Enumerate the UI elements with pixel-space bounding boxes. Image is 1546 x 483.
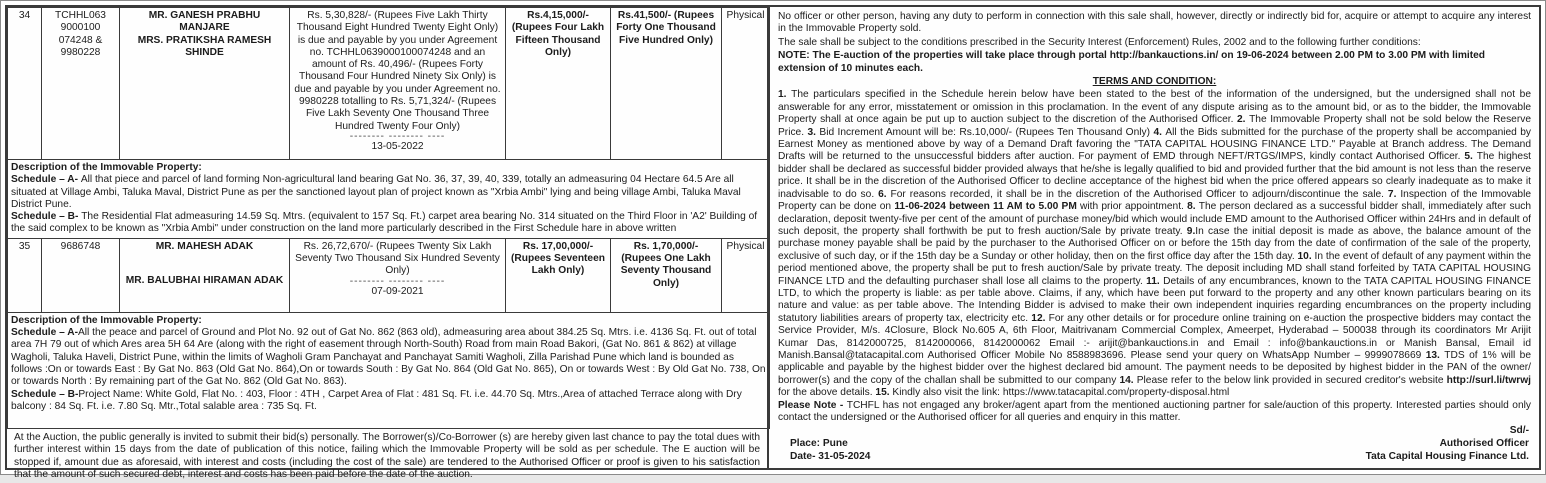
demand-amount-cell — [290, 238, 506, 312]
property-description-cell — [8, 160, 770, 239]
dash-separator: -------- -------- ---- — [349, 275, 446, 287]
demand-text: Rs. 5,30,828/- (Rupees Five Lakh Thirty Thousand Eight Hundred Twenty Eight Only) is due and payable by you under Agreement no. TCHHL0639000100074248 and an amount of Rs. 40,496/- (Rupees Forty Thousand Four Hundred Ninety Six Only) is due and payable by you under Agreement no. 9980228 totalling to Rs. 5,71,324/- (Rupees Five Lakh Seventy One Thousand Three Hundred Twenty Four Only) — [294, 10, 501, 132]
description-title: Description of the Immovable Property: — [11, 162, 202, 173]
dash-separator: -------- -------- ---- — [349, 130, 446, 142]
terms-body: 1. The particulars specified in the Schedule herein below have been stated to the best of the information of the undersigned, but the undersigned shall not be answerable for any error, misstatement or omission in this proclamation. In the event of any dispute arising as to the amount bid, or as to the bidder, the Immovable Property shall at once again be put up to auction subject to the discretion of the Authorised Officer. 2. The Immovable Property shall not be sold below the Reserve Price. 3. Bid Increment Amount will be: Rs.10,000/- (Rupees Ten Thousand Only) 4. All the Bids submitted for the purchase of the property shall be accompanied by Earnest Money as mentioned above by way of a Demand Draft favoring the "TATA CAPITAL HOUSING FINANCE LTD." Payable at Branch address. The Demand Drafts will be returned to the unsuccessful bidders after auction. For payment of EMD through NEFT/RTGS/IMPS, kindly contact Authorised Officer. 5. The highest bidder shall be declared as successful bidder provided always that he/she is legally qualified to bid and provided further that the bid amount is not less than the reserve price. It shall be in the discretion of the Authorised Officer to decline acceptance of the highest bid when the price offered appears so clearly inadequate as to make it inadvisable to do so. 6. For reasons recorded, it shall be in the discretion of the Authorised Officer to adjourn/discontinue the sale. 7. Inspection of the Immovable Property can be done on 11-06-2024 between 11 AM to 5.00 PM with prior appointment. 8. The person declared as a successful bidder shall, immediately after such declaration, deposit twenty-five per cent of the amount of purchase money/bid which would include EMD amount to the Authorised Officer within 24Hrs and in default of such deposit, the property shall forthwith be put to fresh auction/Sale by private treaty. 9.In case the initial deposit is made as above, the balance amount of the purchase money payable shall be paid by the purchaser to the Authorised Officer on or before the 15th day from the date of confirmation of the sale of the property, exclusive of such day, or if the 15th day be a Sunday or other holiday, then on the first office day after the 15th day. 10. In the event of default of any payment within the period mentioned above, the property shall be put to fresh auction/Sale by private treaty. The deposit including MD shall stand forfeited by TATA CAPITAL HOUSING FINANCE LTD and the defaulting purchaser shall lose all claims to the property. 11. Details of any encumbrances, known to the TATA CAPITAL HOUSING FINANCE LTD, to which the property is liable: as per table above. Claims, if any, which have been put forward to the property and any other known particulars bearing on its nature and value: as per table above. The Intending Bidder is advised to make their own independent inquiries regarding encumbrances on the property including statutory liabilities arears of property tax, electricity etc. 12. For any other details or for procedure online training on e-auction the prospective bidders may contact the Service Provider, M/s. 4Closure, Block No.605 A, 6th Floor, Maitrivanam Commercial Complex, Ameerpet, Hyderabad – 500038 through its coordinators Mr Arijit Kumar Das, 8142000725, 8142000066, 8142000062 Email :- arijit@bankauctions.in and Email : info@bankauctions.in or Manish Bansal, Email id Manish.Bansal@tatacapital.com Authorised Officer Mobile No 8588983696. Please send your query on WhatsApp Number – 9999078669 13. TDS of 1% will be applicable and payable by the highest bidder over the highest declared bid amount. The payment needs to be deposited by highest bidder in the PAN of the owner/ borrower(s) and the copy of the challan shall be submitted to our company 14. Please refer to the below link provided in secured creditor's website http://surl.li/twrwj for the above details. 15. Kindly also visit the link: https://www.tatacapital.com/property-disposal.html — [778, 89, 1532, 399]
emd-cell: Rs. 1,70,000/- (Rupees One Lakh Seventy Thousand Only) — [611, 238, 722, 312]
auction-invitation-note: At the Auction, the public generally is invited to submit their bid(s) personally. The Borrower(s)/Co-Borrower (s) are hereby given last chance to pay the total dues with further interest within 15 days from the date of publication of this notice, failing which the Immovable Property will be sold as per schedule. The E auction will be stopped if, amount due as aforesaid, with interest and costs (including the cost of the sale) are tendered to the Authorised Officer or proof is given to his satisfaction that the amount of such secured debt, interest and costs has been paid before the date of the auction. — [14, 431, 760, 480]
auction-table — [7, 7, 770, 429]
table-row-description — [8, 312, 770, 428]
property-table-section — [7, 7, 769, 480]
signature-officer: Authorised Officer — [1439, 438, 1529, 450]
demand-date: 07-09-2021 — [371, 285, 424, 297]
borrower-names-cell — [120, 8, 290, 160]
para-sale-subject: The sale shall be subject to the conditions prescribed in the Security Interest (Enforcement) Rules, 2002 and to the following further conditions: — [778, 36, 1421, 48]
emd-cell: Rs.41,500/- (Rupees Forty One Thousand Five Hundred Only) — [611, 8, 722, 160]
demand-text: Rs. 26,72,670/- (Rupees Twenty Six Lakh Seventy Two Thousand Six Hundred Seventy Only) — [295, 240, 500, 277]
para-no-officer: No officer or other person, having any duty to perform in connection with this sale shall, however, directly or indirectly bid for, acquire or attempt to acquire any interest in the Immovable Property sold. — [778, 11, 1531, 35]
schedule-a: Schedule – A- All that piece and parcel of land forming Non-agricultural land bearing Gat No. 36, 37, 39, 40, 339, totally an admeasuring 04 Hectare 64.5 Are all situated at Village Ambi, Taluka Maval, District Pune as per the sanctioned layout plan of project known as "Xrbia Ambi" lying and being village Ambi, Taluka Maval District Pune. — [11, 174, 741, 210]
signature-block — [1366, 424, 1529, 463]
schedule-b: Schedule – B-Project Name: White Gold, Flat No. : 403, Floor : 4TH , Carpet Area of Flat : 481 Sq. Ft. i.e. 44.70 Sq. Mtrs.,Area of attached Terrace along with Dry balcony : 84 Sq. Ft. i.e. 7.80 Sq. Mtr.,Total salable area : 735 Sq. Ft. — [11, 388, 742, 412]
signature-company: Tata Capital Housing Finance Ltd. — [1365, 451, 1529, 463]
reserve-price-cell: Rs.4,15,000/- (Rupees Four Lakh Fifteen Thousand Only) — [506, 8, 611, 160]
place: Place: Pune — [790, 438, 848, 450]
schedule-b: Schedule – B- The Residential Flat admeasuring 14.59 Sq. Mtrs. (equivalent to 157 Sq. Ft.) carpet area bearing No. 314 situated on the Third Floor in 'A2' Building of the said complex to be known as "Xrbia Ambi" under construction on the land more particularly described in the First Schedule hare in above written — [11, 211, 758, 235]
possession-cell: Physical — [722, 8, 770, 160]
sr-no-cell: 35 — [8, 238, 42, 312]
table-row-description — [8, 160, 770, 239]
sr-no-cell: 34 — [8, 8, 42, 160]
account-no-cell: 9686748 — [42, 238, 120, 312]
demand-amount-cell — [290, 8, 506, 160]
possession-cell: Physical — [722, 238, 770, 312]
borrower-name-2: MRS. PRATIKSHA RAMESH SHINDE — [137, 34, 272, 58]
note-eauction-portal: NOTE: The E-auction of the properties will take place through portal http://bankauctions.in/ on 19-06-2024 between 2.00 PM to 3.00 PM with limited extension of 10 minutes each. — [778, 50, 1486, 74]
table-row — [8, 8, 770, 160]
account-no-cell: TCHHL063 9000100 074248 & 9980228 — [42, 8, 120, 160]
borrower-name-1: MR. MAHESH ADAK — [155, 240, 254, 252]
borrower-name-1: MR. GANESH PRABHU MANJARE — [148, 10, 261, 34]
notice-footer — [778, 424, 1531, 465]
table-row — [8, 238, 770, 312]
property-description-cell — [8, 312, 770, 428]
terms-heading: TERMS AND CONDITION: — [1092, 76, 1217, 88]
please-note: Please Note - TCHFL has not engaged any broker/agent apart from the mentioned auctioning partner for sale/auction of this property. Interested parties should only contact the undersigned or the Authorised officer for all queries and enquiry in this matter. — [778, 399, 1532, 423]
terms-section — [769, 7, 1539, 468]
signature-sd: Sd/- — [1509, 425, 1529, 437]
description-title: Description of the Immovable Property: — [11, 314, 202, 326]
notice-frame — [5, 5, 1541, 480]
borrower-names-cell — [120, 238, 290, 312]
borrower-name-2: MR. BALUBHAI HIRAMAN ADAK — [125, 275, 284, 287]
reserve-price-cell: Rs. 17,00,000/- (Rupees Seventeen Lakh Only) — [506, 238, 611, 312]
date: Date- 31-05-2024 — [790, 451, 871, 463]
schedule-a: Schedule – A-All the peace and parcel of Ground and Plot No. 92 out of Gat No. 862 (863 old), admeasuring area about 384.25 Sq. Mtrs. i.e. 4136 Sq. Ft. out of total area 7H 79 out of which Ares area 5H 64 Are (along with the right of easement through North-South) Road from main Road Bakori, (Gat No. 861 & 862) at village Wagholi, Taluka Haveli, District Pune, within the limits of Wagholi Gram Panchayat and Panchayat Samiti Wagholi, Zilla Parishad Pune which land is bounded as follows :On or towards East : By Gat No. 863 (Old Gat No. 864),On or towards South : By Gat No. 864 (Old Gat No. 865), On or towards West : By Old Gat No. 738, On or towards North : By remaining part of the Gat No. 862 (Old Gat No. 863). — [11, 327, 766, 388]
place-date-block — [790, 437, 870, 463]
demand-date: 13-05-2022 — [371, 140, 424, 152]
